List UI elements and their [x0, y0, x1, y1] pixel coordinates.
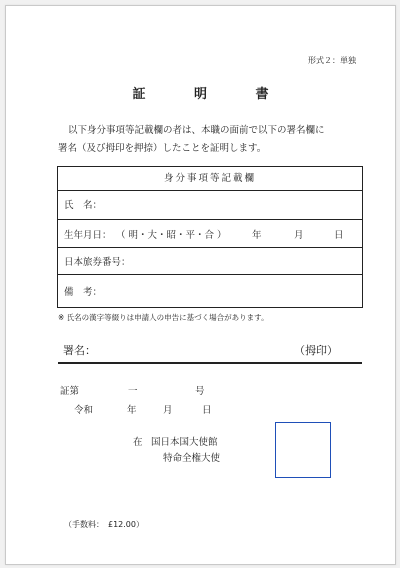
issuer-location-prefix: 在: [133, 437, 143, 448]
date-day-label: 日: [202, 405, 212, 416]
era-options: （ 明・大・昭・平・合 ）: [116, 230, 227, 241]
issuer-ambassador: 特命全権大使: [163, 453, 221, 464]
document-sheet: [5, 5, 396, 565]
date-year-label: 年: [127, 405, 137, 416]
name-spelling-note: ※ 氏名の漢字等綴りは申請人の申告に基づく場合があります。: [58, 313, 269, 322]
birth-month-label: 月: [294, 230, 304, 241]
birth-day-label: 日: [334, 230, 344, 241]
identity-table: [57, 166, 363, 308]
intro-line-2: 署名（及び拇印を押捺）したことを証明します。: [58, 143, 267, 154]
date-month-label: 月: [163, 405, 173, 416]
fee-text: （手数料： £12.00）: [64, 520, 144, 529]
passport-label: 日本旅券番号：: [64, 257, 131, 268]
document-title: 証 明 書: [132, 87, 291, 102]
certificate-number-dash: 一: [128, 386, 138, 397]
certificate-number-label: 証第: [60, 386, 80, 397]
passport-row: [58, 247, 362, 274]
birthdate-row: [58, 219, 362, 247]
intro-line-1: 以下身分事項等記載欄の者は、本職の面前で以下の署名欄に: [68, 125, 325, 136]
form-number: 形式２：単独: [308, 56, 356, 65]
signature-line: [58, 362, 362, 364]
identity-table-header: 身分事項等記載欄: [163, 173, 256, 184]
birth-year-label: 年: [252, 230, 262, 241]
thumbprint-label: （拇印）: [294, 344, 338, 357]
birthdate-label: 生年月日：: [64, 230, 112, 241]
signature-label: 署名：: [63, 344, 96, 357]
date-era: 令和: [74, 405, 94, 416]
remarks-label: 備 考：: [64, 287, 103, 298]
certificate-number-suffix: 号: [195, 386, 205, 397]
name-row: [58, 190, 362, 219]
remarks-row: [58, 274, 362, 307]
official-stamp-box: [275, 422, 331, 478]
intro-text: [58, 122, 325, 158]
name-label: 氏 名：: [64, 200, 103, 211]
issuer-embassy: 国日本国大使館: [151, 437, 218, 448]
